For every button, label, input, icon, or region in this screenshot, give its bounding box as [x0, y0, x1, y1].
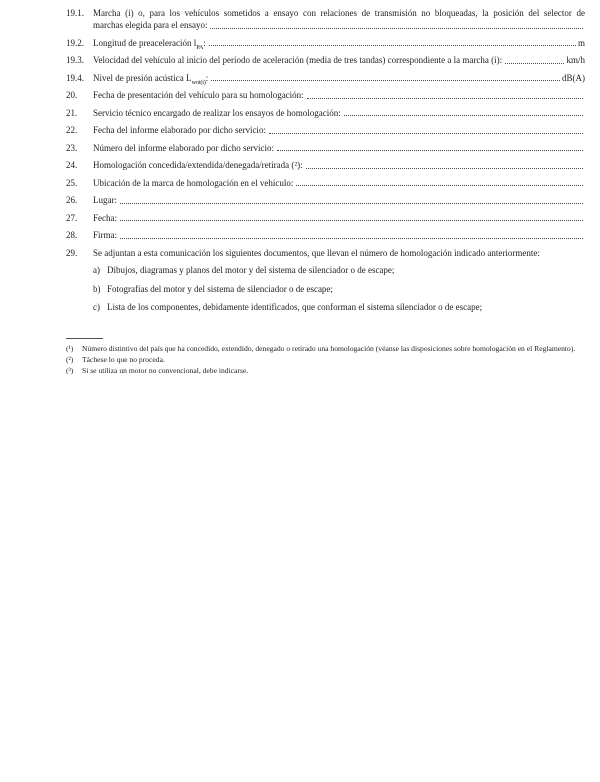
form-item-19-2 — [66, 37, 585, 49]
footnote-divider — [66, 338, 103, 339]
dotted-leader — [296, 185, 583, 186]
item-text — [93, 72, 208, 84]
dotted-leader — [344, 115, 583, 116]
item-content — [93, 212, 585, 224]
form-item-21 — [66, 107, 585, 119]
item-text-line2-wrap — [93, 19, 585, 31]
attachment-item-c — [93, 301, 585, 313]
attachment-letter: c) — [93, 302, 100, 312]
item-number: 25. — [66, 177, 78, 188]
item-number: 22. — [66, 125, 78, 135]
attachment-text: Fotografías del motor y del sistema de silenciador o de escape; — [107, 283, 333, 294]
item-number: 19.4. — [66, 72, 84, 83]
item-content — [93, 142, 585, 154]
form-item-26 — [66, 194, 585, 206]
item-text: Número del informe elaborado por dicho servicio: — [93, 142, 274, 153]
item-number: 19.3. — [66, 55, 84, 65]
item-text: Homologación concedida/extendida/denegada/retirada (²): — [93, 160, 303, 170]
dotted-leader — [269, 133, 583, 134]
dotted-leader — [307, 98, 583, 99]
subscript-symbol: wot(i) — [191, 78, 206, 86]
dotted-leader — [277, 150, 583, 151]
item-number: 20. — [66, 90, 78, 100]
attachment-item-b — [93, 283, 585, 295]
item-content — [93, 54, 585, 66]
footnotes-section — [66, 338, 585, 376]
item-content — [93, 89, 585, 101]
item-text-pre: Nivel de presión acústica L — [93, 72, 192, 83]
item-number: 26. — [66, 195, 78, 205]
attachment-letter: a) — [93, 265, 100, 275]
form-item-24 — [66, 159, 585, 171]
unit-label: km/h — [566, 55, 585, 65]
item-content — [93, 107, 585, 119]
item-text: Velocidad del vehículo al inicio del período de aceleración (media de tres tandas) correspondiente a la marcha (i): — [93, 55, 503, 65]
footnote-marker: (³) — [66, 366, 74, 375]
dotted-leader — [306, 168, 583, 169]
item-content — [93, 229, 585, 241]
dotted-leader — [210, 28, 583, 29]
item-content — [93, 247, 585, 259]
footnote-text: Si se utiliza un motor no convencional, debe indicarse. — [82, 366, 249, 375]
subscript-symbol: PA — [196, 43, 204, 51]
form-item-25 — [66, 177, 585, 189]
item-content — [93, 124, 585, 136]
item-text: Servicio técnico encargado de realizar los ensayos de homologación: — [93, 107, 341, 118]
item-text: Se adjuntan a esta comunicación los siguientes documentos, que llevan el número de homologación indicado anteriormente: — [93, 247, 540, 258]
dotted-leader — [120, 220, 583, 221]
form-item-19-3 — [66, 54, 585, 66]
item-text-line2: marchas elegida para el ensayo: — [93, 20, 208, 30]
item-text: Firma: — [93, 230, 117, 240]
dotted-leader — [505, 63, 564, 64]
footnote-text: Táchese lo que no proceda. — [82, 355, 165, 364]
dotted-leader — [211, 80, 560, 81]
item-text-post: : — [205, 72, 209, 83]
form-item-22 — [66, 124, 585, 136]
form-item-20 — [66, 89, 585, 101]
form-item-28 — [66, 229, 585, 241]
dotted-leader — [209, 45, 576, 46]
dotted-leader — [120, 238, 583, 239]
unit-label: dB(A) — [562, 72, 585, 83]
item-number: 28. — [66, 230, 78, 240]
unit-label: m — [577, 37, 585, 48]
attachment-text: Lista de los componentes, debidamente identificados, que conforman el sistema silenciador o de escape; — [107, 302, 483, 312]
item-content — [93, 159, 585, 171]
footnote-3 — [66, 366, 585, 376]
footnote-2 — [66, 355, 585, 365]
attachment-letter: b) — [93, 283, 101, 294]
item-text: Fecha del informe elaborado por dicho servicio: — [93, 125, 266, 135]
item-text: Ubicación de la marca de homologación en el vehículo: — [93, 177, 294, 188]
item-number: 24. — [66, 160, 78, 170]
item-content — [93, 72, 585, 84]
item-number: 29. — [66, 247, 78, 258]
item-number: 23. — [66, 142, 78, 153]
dotted-leader — [120, 203, 583, 204]
item-text-line1: Marcha (i) o, para los vehículos sometidos a ensayo con relaciones de transmisión no bloqueadas, la posición del selector de — [93, 8, 585, 18]
item-text — [93, 37, 206, 49]
form-item-19-4 — [66, 72, 585, 84]
form-item-27 — [66, 212, 585, 224]
item-text: Lugar: — [93, 195, 117, 205]
item-text-post: : — [203, 37, 206, 48]
item-text-pre: Longitud de preaceleración l — [93, 37, 197, 48]
item-content — [93, 177, 585, 189]
item-number: 19.1. — [66, 8, 84, 18]
item-number: 21. — [66, 107, 78, 118]
footnote-marker: (¹) — [66, 344, 74, 353]
form-item-29 — [66, 247, 585, 259]
form-item-19-1 — [66, 7, 585, 31]
item-content — [93, 194, 585, 206]
item-number: 27. — [66, 212, 78, 223]
footnote-1 — [66, 344, 585, 354]
item-number: 19.2. — [66, 37, 84, 48]
item-text: Fecha: — [93, 212, 117, 223]
attachment-item-a — [93, 264, 585, 276]
item-content — [93, 7, 585, 31]
footnote-text: Número distintivo del país que ha concedido, extendido, denegado o retirado una homologación (véanse las disposiciones sobre homologación en el Reglamento). — [82, 344, 576, 353]
item-content — [93, 37, 585, 49]
footnote-marker: (²) — [66, 355, 74, 364]
item-text: Fecha de presentación del vehículo para su homologación: — [93, 90, 304, 100]
form-item-23 — [66, 142, 585, 154]
attachment-text: Dibujos, diagramas y planos del motor y del sistema de silenciador o de escape; — [107, 265, 395, 275]
